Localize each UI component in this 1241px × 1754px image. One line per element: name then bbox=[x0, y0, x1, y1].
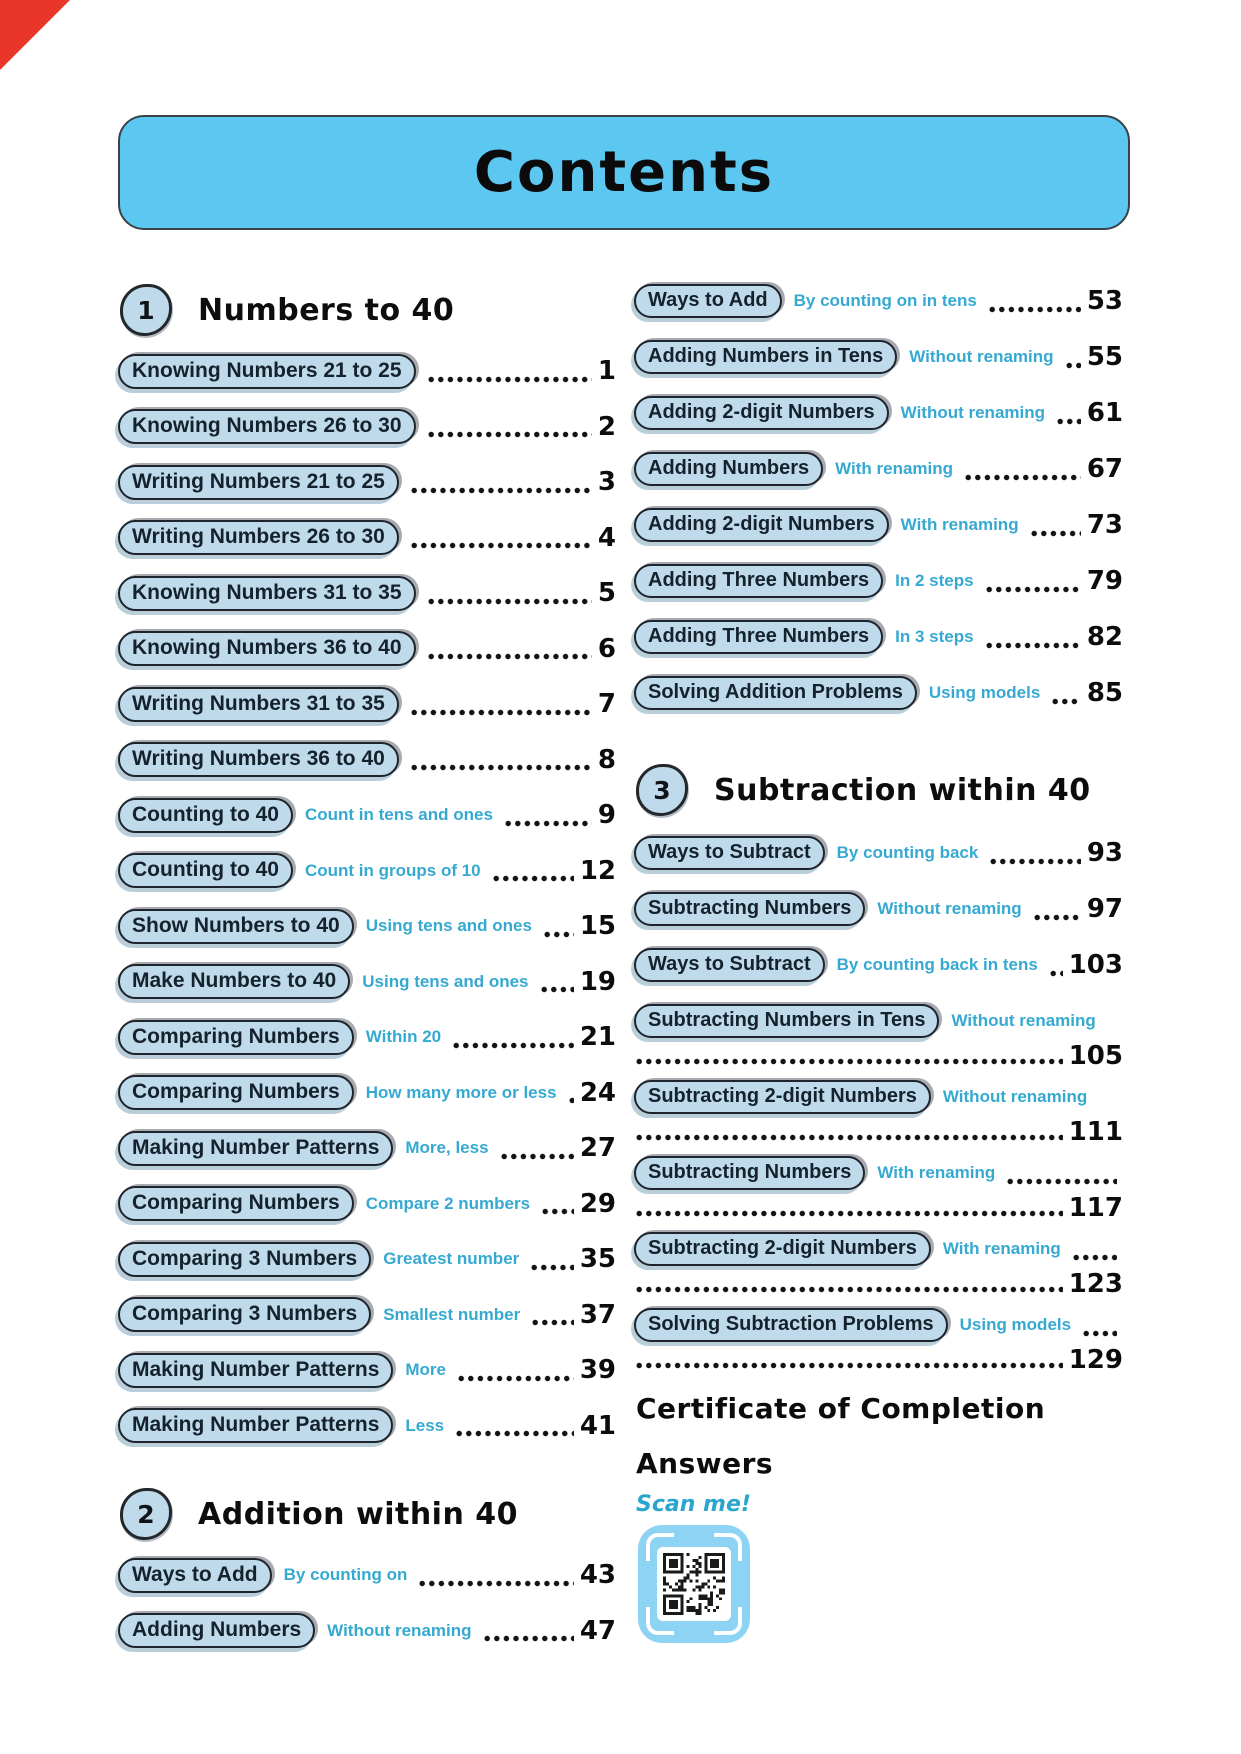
page-number: 3 bbox=[597, 467, 616, 497]
toc-entry bbox=[634, 1000, 1123, 1076]
entry-subtitle: Using models bbox=[928, 683, 1041, 702]
entry-subtitle: With renaming bbox=[942, 1239, 1061, 1258]
dotted-leader bbox=[411, 709, 592, 716]
entry-subtitle: Without renaming bbox=[951, 1011, 1096, 1030]
dotted-leader bbox=[456, 1430, 574, 1437]
toc-entry-line bbox=[634, 832, 1123, 874]
toc-entry bbox=[118, 794, 616, 850]
page-number: 19 bbox=[579, 966, 616, 997]
chapter-pill[interactable]: Adding Numbers in Tens bbox=[634, 340, 897, 374]
chapter-pill[interactable]: Comparing 3 Numbers bbox=[118, 1297, 371, 1332]
dotted-leader bbox=[636, 1058, 1063, 1065]
toc-entry-line bbox=[118, 1238, 616, 1280]
toc-entry-line bbox=[118, 683, 616, 725]
chapter-pill[interactable]: Adding Numbers bbox=[634, 452, 823, 486]
toc-entry-line bbox=[118, 1405, 616, 1447]
page-number: 73 bbox=[1086, 510, 1123, 540]
entry-subtitle: In 3 steps bbox=[895, 627, 974, 646]
page-number: 6 bbox=[597, 633, 616, 664]
entry-subtitle: How many more or less bbox=[365, 1082, 557, 1102]
page-number: 24 bbox=[579, 1077, 616, 1108]
toc-entry bbox=[634, 504, 1123, 560]
entry-subtitle: By counting on in tens bbox=[793, 291, 977, 310]
entry-subtitle: By counting back bbox=[836, 843, 979, 862]
chapter-pill[interactable]: Subtracting 2-digit Numbers bbox=[634, 1232, 931, 1266]
page-number: 103 bbox=[1068, 950, 1123, 980]
section-title: Addition within 40 bbox=[198, 1496, 519, 1532]
entry-subtitle: Compare 2 numbers bbox=[365, 1193, 531, 1213]
toc-entry bbox=[118, 1183, 616, 1239]
chapter-pill[interactable]: Knowing Numbers 21 to 25 bbox=[118, 354, 416, 389]
section-title: Subtraction within 40 bbox=[714, 772, 1091, 808]
page-number: 15 bbox=[579, 911, 616, 941]
dotted-leader bbox=[411, 487, 592, 494]
dotted-leader bbox=[569, 1097, 574, 1104]
dotted-leader bbox=[428, 376, 592, 383]
entry-subtitle: By counting on bbox=[283, 1565, 408, 1584]
chapter-pill[interactable]: Show Numbers to 40 bbox=[118, 909, 354, 944]
toc-entry-line bbox=[118, 850, 616, 892]
dotted-leader bbox=[428, 653, 592, 660]
page-number: 53 bbox=[1086, 286, 1123, 316]
entry-subtitle: Less bbox=[405, 1415, 445, 1435]
toc-entry-line bbox=[118, 572, 616, 614]
dotted-leader bbox=[1066, 362, 1081, 369]
toc-entry bbox=[118, 350, 616, 406]
qr-code bbox=[638, 1525, 750, 1643]
toc-entry bbox=[634, 1076, 1123, 1152]
toc-entry-line bbox=[118, 1072, 616, 1114]
page-number: 41 bbox=[579, 1410, 616, 1441]
page-number: 9 bbox=[597, 800, 616, 830]
toc-entry-line bbox=[634, 392, 1123, 434]
toc-entry-line bbox=[634, 1346, 1123, 1374]
toc-entry-line bbox=[634, 280, 1123, 322]
chapter-pill[interactable]: Writing Numbers 26 to 30 bbox=[118, 520, 399, 555]
page-number: 37 bbox=[579, 1299, 616, 1330]
dotted-leader bbox=[453, 1042, 574, 1049]
toc-entry-line bbox=[634, 944, 1123, 986]
toc-entry bbox=[634, 888, 1123, 944]
toc-entry-line bbox=[118, 905, 616, 947]
page-number: 39 bbox=[579, 1355, 616, 1385]
chapter-pill[interactable]: Subtracting Numbers in Tens bbox=[634, 1004, 939, 1038]
entry-subtitle: Within 20 bbox=[365, 1027, 442, 1046]
chapter-pill[interactable]: Ways to Add bbox=[118, 1558, 272, 1593]
section-heading bbox=[118, 270, 616, 350]
dotted-leader bbox=[428, 598, 592, 605]
dotted-leader bbox=[986, 642, 1081, 649]
dotted-leader bbox=[636, 1362, 1063, 1369]
dotted-leader bbox=[1050, 970, 1063, 977]
dotted-leader bbox=[1083, 1330, 1117, 1337]
toc-entry bbox=[118, 1072, 616, 1128]
chapter-pill[interactable]: Solving Subtraction Problems bbox=[634, 1308, 948, 1342]
toc-entry-line bbox=[118, 1294, 616, 1336]
toc-entry-line bbox=[118, 961, 616, 1003]
entry-subtitle: With renaming bbox=[877, 1163, 996, 1182]
footer-block bbox=[634, 1392, 1123, 1643]
toc-entry bbox=[634, 616, 1123, 672]
dotted-leader bbox=[428, 431, 592, 438]
entry-subtitle: With renaming bbox=[835, 459, 954, 478]
chapter-pill[interactable]: Writing Numbers 31 to 35 bbox=[118, 687, 399, 722]
answers-label: Answers bbox=[636, 1447, 774, 1480]
entry-subtitle: Without renaming bbox=[900, 403, 1046, 422]
toc-entry-line bbox=[118, 517, 616, 559]
page-number: 21 bbox=[579, 1022, 616, 1052]
dotted-leader bbox=[636, 1210, 1063, 1217]
toc-entry-line bbox=[634, 504, 1123, 546]
toc-entry bbox=[118, 739, 616, 795]
page-number: 79 bbox=[1086, 566, 1123, 596]
toc-entry-line bbox=[118, 406, 616, 448]
toc-entry bbox=[118, 1294, 616, 1350]
dotted-leader bbox=[636, 1286, 1063, 1293]
toc-entry-line bbox=[634, 888, 1123, 930]
chapter-pill[interactable]: Comparing 3 Numbers bbox=[118, 1242, 371, 1277]
page-number: 43 bbox=[579, 1560, 616, 1590]
entry-subtitle: Count in groups of 10 bbox=[304, 860, 481, 880]
toc-entry-line bbox=[634, 1042, 1123, 1070]
chapter-pill[interactable]: Adding Numbers bbox=[118, 1613, 315, 1648]
page-corner-accent bbox=[0, 0, 70, 70]
chapter-pill[interactable]: Counting to 40 bbox=[118, 798, 293, 833]
chapter-pill[interactable]: Adding 2-digit Numbers bbox=[634, 508, 889, 542]
dotted-leader bbox=[1052, 698, 1081, 705]
toc-entry bbox=[118, 1238, 616, 1294]
toc-entry-line bbox=[118, 1349, 616, 1391]
toc-entry-line bbox=[634, 560, 1123, 602]
dotted-leader bbox=[990, 858, 1081, 865]
entry-subtitle: Using tens and ones bbox=[365, 916, 532, 935]
toc-entry-line bbox=[118, 1554, 616, 1596]
page-number: 129 bbox=[1068, 1345, 1123, 1375]
page-number: 97 bbox=[1086, 894, 1123, 924]
toc-entry-line bbox=[634, 448, 1123, 490]
dotted-leader bbox=[636, 1134, 1063, 1141]
qr-code-panel bbox=[657, 1547, 731, 1621]
dotted-leader bbox=[1073, 1254, 1117, 1261]
toc-entry bbox=[118, 461, 616, 517]
toc-entry-line bbox=[634, 1152, 1123, 1194]
chapter-pill[interactable]: Adding 2-digit Numbers bbox=[634, 396, 889, 430]
page-number: 123 bbox=[1068, 1269, 1123, 1299]
chapter-pill[interactable]: Ways to Subtract bbox=[634, 948, 825, 982]
chapter-pill[interactable]: Ways to Add bbox=[634, 284, 782, 318]
toc-entry-line bbox=[634, 616, 1123, 658]
page-number: 111 bbox=[1068, 1117, 1123, 1147]
chapter-pill[interactable]: Subtracting Numbers bbox=[634, 1156, 865, 1190]
entry-subtitle: Without renaming bbox=[909, 347, 1054, 366]
toc-entry bbox=[634, 1228, 1123, 1304]
dotted-leader bbox=[505, 820, 592, 827]
chapter-pill[interactable]: Comparing Numbers bbox=[118, 1020, 354, 1055]
chapter-pill[interactable]: Knowing Numbers 31 to 35 bbox=[118, 576, 416, 611]
page-number: 8 bbox=[597, 744, 616, 775]
chapter-pill[interactable]: Adding Three Numbers bbox=[634, 564, 883, 598]
page-number: 29 bbox=[579, 1188, 616, 1219]
dotted-leader bbox=[542, 1208, 574, 1215]
page-number: 117 bbox=[1068, 1193, 1123, 1223]
page-number: 1 bbox=[597, 356, 616, 386]
toc-entry bbox=[118, 683, 616, 739]
toc-entry-line bbox=[634, 1228, 1123, 1270]
chapter-pill[interactable]: Making Number Patterns bbox=[118, 1353, 393, 1388]
dotted-leader bbox=[531, 1264, 574, 1271]
dotted-leader bbox=[458, 1375, 574, 1382]
chapter-pill[interactable]: Comparing Numbers bbox=[118, 1075, 354, 1110]
page-number: 4 bbox=[597, 522, 616, 553]
toc-entry-line bbox=[634, 1194, 1123, 1222]
toc-entry-line bbox=[118, 739, 616, 781]
entry-subtitle: More, less bbox=[405, 1138, 489, 1157]
dotted-leader bbox=[1031, 530, 1081, 537]
chapter-pill[interactable]: Comparing Numbers bbox=[118, 1186, 354, 1221]
entry-subtitle: With renaming bbox=[900, 515, 1019, 534]
toc-entry bbox=[118, 1554, 616, 1610]
entry-subtitle: Using tens and ones bbox=[362, 971, 529, 991]
toc-entry bbox=[634, 1152, 1123, 1228]
dotted-leader bbox=[1007, 1178, 1117, 1185]
dotted-leader bbox=[541, 986, 574, 993]
toc-entry bbox=[118, 905, 616, 961]
toc-entry bbox=[634, 448, 1123, 504]
toc-entry-line bbox=[118, 461, 616, 503]
page-number: 2 bbox=[597, 411, 616, 442]
chapter-pill[interactable]: Make Numbers to 40 bbox=[118, 964, 350, 999]
toc-entry-line bbox=[118, 1610, 616, 1652]
page-number: 61 bbox=[1086, 398, 1123, 428]
toc-entry bbox=[634, 672, 1123, 728]
page-title: Contents bbox=[473, 140, 775, 205]
toc-entry bbox=[118, 961, 616, 1017]
chapter-pill[interactable]: Writing Numbers 36 to 40 bbox=[118, 742, 399, 777]
toc-entry-line bbox=[118, 628, 616, 670]
entry-subtitle: Without renaming bbox=[327, 1620, 472, 1640]
toc-entry-line bbox=[118, 1127, 616, 1169]
toc-entry bbox=[634, 560, 1123, 616]
dotted-leader bbox=[986, 586, 1081, 593]
chapter-pill[interactable]: Making Number Patterns bbox=[118, 1131, 393, 1166]
chapter-pill[interactable]: Subtracting Numbers bbox=[634, 892, 865, 926]
dotted-leader bbox=[544, 931, 574, 938]
entry-subtitle: More bbox=[405, 1360, 447, 1379]
toc-entry bbox=[118, 517, 616, 573]
toc-entry bbox=[118, 850, 616, 906]
toc-column-right bbox=[634, 280, 1123, 1643]
toc-entry bbox=[118, 572, 616, 628]
dotted-leader bbox=[493, 875, 574, 882]
section-number-badge: 1 bbox=[120, 284, 172, 336]
dotted-leader bbox=[1034, 914, 1081, 921]
entry-subtitle: Without renaming bbox=[942, 1087, 1088, 1106]
dotted-leader bbox=[411, 542, 592, 549]
chapter-pill[interactable]: Solving Addition Problems bbox=[634, 676, 917, 710]
page-number: 27 bbox=[579, 1133, 616, 1163]
entry-subtitle: Count in tens and ones bbox=[304, 805, 493, 824]
page-number: 35 bbox=[579, 1244, 616, 1274]
dotted-leader bbox=[501, 1153, 574, 1160]
toc-entry bbox=[118, 406, 616, 462]
contents-header bbox=[118, 115, 1130, 230]
entry-subtitle: By counting back in tens bbox=[836, 955, 1038, 974]
toc-entry-line bbox=[634, 336, 1123, 378]
chapter-pill[interactable]: Adding Three Numbers bbox=[634, 620, 883, 654]
toc-entry bbox=[118, 1016, 616, 1072]
page-number: 93 bbox=[1086, 838, 1123, 868]
section-heading bbox=[118, 1474, 616, 1554]
dotted-leader bbox=[411, 764, 592, 771]
dotted-leader bbox=[419, 1580, 573, 1587]
toc-entry bbox=[634, 392, 1123, 448]
page-number: 47 bbox=[579, 1615, 616, 1646]
page-number: 55 bbox=[1086, 342, 1123, 372]
page-number: 105 bbox=[1068, 1041, 1123, 1071]
toc-entry-line bbox=[634, 1118, 1123, 1146]
toc-entry-line bbox=[118, 794, 616, 836]
qr-code-icon bbox=[663, 1553, 725, 1615]
toc-entry-line bbox=[118, 1183, 616, 1225]
toc-entry bbox=[118, 628, 616, 684]
chapter-pill[interactable]: Counting to 40 bbox=[118, 853, 293, 888]
toc-entry bbox=[634, 832, 1123, 888]
toc-entry bbox=[118, 1610, 616, 1666]
entry-subtitle: Smallest number bbox=[383, 1304, 521, 1324]
page-number: 67 bbox=[1086, 454, 1123, 484]
dotted-leader bbox=[989, 306, 1081, 313]
page-number: 85 bbox=[1086, 678, 1123, 708]
page-number: 82 bbox=[1086, 622, 1123, 652]
certificate-of-completion-label: Certificate of Completion bbox=[636, 1392, 1046, 1425]
toc-entry bbox=[118, 1405, 616, 1461]
section-title: Numbers to 40 bbox=[198, 292, 455, 328]
entry-subtitle: In 2 steps bbox=[895, 571, 974, 590]
toc-entry bbox=[118, 1127, 616, 1183]
section-number-badge: 2 bbox=[120, 1488, 172, 1540]
toc-entry bbox=[634, 1304, 1123, 1380]
section-number-badge: 3 bbox=[636, 764, 688, 816]
toc-entry-line bbox=[634, 1000, 1123, 1042]
dotted-leader bbox=[532, 1319, 574, 1326]
toc-entry bbox=[118, 1349, 616, 1405]
entry-subtitle: Without renaming bbox=[877, 899, 1022, 918]
entry-subtitle: Using models bbox=[959, 1315, 1072, 1334]
toc-entry-line bbox=[634, 1076, 1123, 1118]
toc-entry-line bbox=[118, 350, 616, 392]
scan-me-label: Scan me! bbox=[636, 1492, 751, 1517]
toc-entry-line bbox=[634, 1304, 1123, 1346]
chapter-pill[interactable]: Making Number Patterns bbox=[118, 1408, 393, 1443]
dotted-leader bbox=[484, 1635, 574, 1642]
dotted-leader bbox=[965, 474, 1081, 481]
entry-subtitle: Greatest number bbox=[383, 1249, 520, 1268]
toc-entry-line bbox=[634, 1270, 1123, 1298]
page-number: 5 bbox=[597, 578, 616, 608]
section-heading bbox=[634, 748, 1123, 832]
toc-column-left bbox=[118, 270, 616, 1665]
toc-entry bbox=[634, 944, 1123, 1000]
dotted-leader bbox=[1057, 418, 1081, 425]
toc-entry bbox=[634, 280, 1123, 336]
page-number: 7 bbox=[597, 689, 616, 719]
toc-entry-line bbox=[118, 1016, 616, 1058]
chapter-pill[interactable]: Subtracting 2-digit Numbers bbox=[634, 1080, 931, 1114]
chapter-pill[interactable]: Ways to Subtract bbox=[634, 836, 825, 870]
page-number: 12 bbox=[579, 855, 616, 886]
chapter-pill[interactable]: Knowing Numbers 36 to 40 bbox=[118, 631, 416, 666]
chapter-pill[interactable]: Writing Numbers 21 to 25 bbox=[118, 465, 399, 500]
toc-entry bbox=[634, 336, 1123, 392]
chapter-pill[interactable]: Knowing Numbers 26 to 30 bbox=[118, 409, 416, 444]
toc-entry-line bbox=[634, 672, 1123, 714]
